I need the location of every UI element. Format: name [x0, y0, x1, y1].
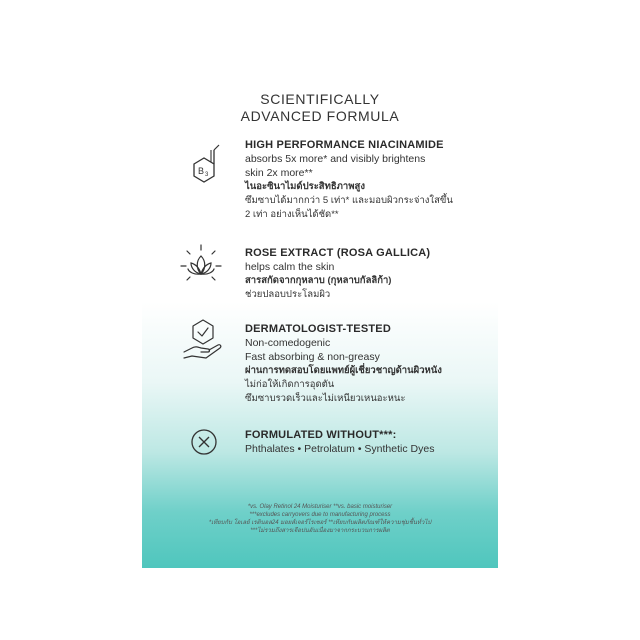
footnote-line: *เทียบกับ โอเลย์ เรตินอล24 มอยส์เจอร์ไรเซอร์ **เทียบกับผลิตภัณฑ์ให้ความชุ่มชื้นทั่วไป [208, 520, 432, 526]
section-dermatologist-tested [245, 322, 495, 406]
section-thai-line: ซึมซาบรวดเร็วและไม่เหนียวเหนอะหนะ [245, 393, 406, 404]
section-heading: HIGH PERFORMANCE NIACINAMIDE [245, 139, 444, 151]
panel-title-line-2: ADVANCED FORMULA [240, 108, 400, 124]
section-thai-line: 2 เท่า อย่างเห็นได้ชัด** [245, 209, 339, 220]
section-heading: FORMULATED WITHOUT***: [245, 429, 397, 441]
svg-text:3: 3 [205, 172, 209, 178]
footnote-line: *vs. Olay Retinol 24 Moisturiser **vs. basic moisturiser [247, 504, 393, 510]
section-line: Phthalates • Petrolatum • Synthetic Dyes [245, 443, 435, 455]
svg-text:B: B [198, 166, 205, 176]
footnote-line: ***ไม่รวมถึงสารเจือปนอันเนื่องมาจากกระบวนการผลิต [250, 528, 390, 534]
section-thai-line: ไม่ก่อให้เกิดการอุดตัน [245, 379, 335, 390]
niacinamide-molecule-b3-icon [182, 142, 222, 186]
section-rose-extract [245, 246, 495, 302]
section-line: skin 2x more** [245, 167, 313, 179]
section-thai-line: ซึมซาบได้มากกว่า 5 เท่า* และมอบผิวกระจ่างใสขึ้น [245, 195, 453, 206]
section-heading: ROSE EXTRACT (ROSA GALLICA) [245, 247, 431, 259]
section-thai-line: ช่วยปลอบประโลมผิว [245, 289, 331, 300]
section-line: Non-comedogenic [245, 337, 331, 349]
hand-checkmark-shield-icon [180, 318, 226, 362]
section-line: helps calm the skin [245, 261, 335, 273]
section-thai-heading: ไนอะซินาไมด์ประสิทธิภาพสูง [245, 181, 365, 192]
section-thai-heading: ผ่านการทดสอบโดยแพทย์ผู้เชี่ยวชาญด้านผิวหนัง [245, 365, 442, 376]
panel-title-line-1: SCIENTIFICALLY [260, 91, 380, 107]
x-circle-icon [190, 428, 218, 456]
footnote-line: ***excludes carryovers due to manufacturing process [249, 512, 391, 518]
lotus-flower-icon [178, 242, 224, 288]
section-formulated-without [245, 428, 495, 456]
section-heading: DERMATOLOGIST-TESTED [245, 323, 391, 335]
section-line: Fast absorbing & non-greasy [245, 351, 380, 363]
section-line: absorbs 5x more* and visibly brightens [245, 153, 426, 165]
section-niacinamide [245, 138, 495, 222]
product-panel [142, 52, 498, 568]
section-thai-heading: สารสกัดจากกุหลาบ (กุหลาบกัลลิก้า) [245, 275, 392, 286]
